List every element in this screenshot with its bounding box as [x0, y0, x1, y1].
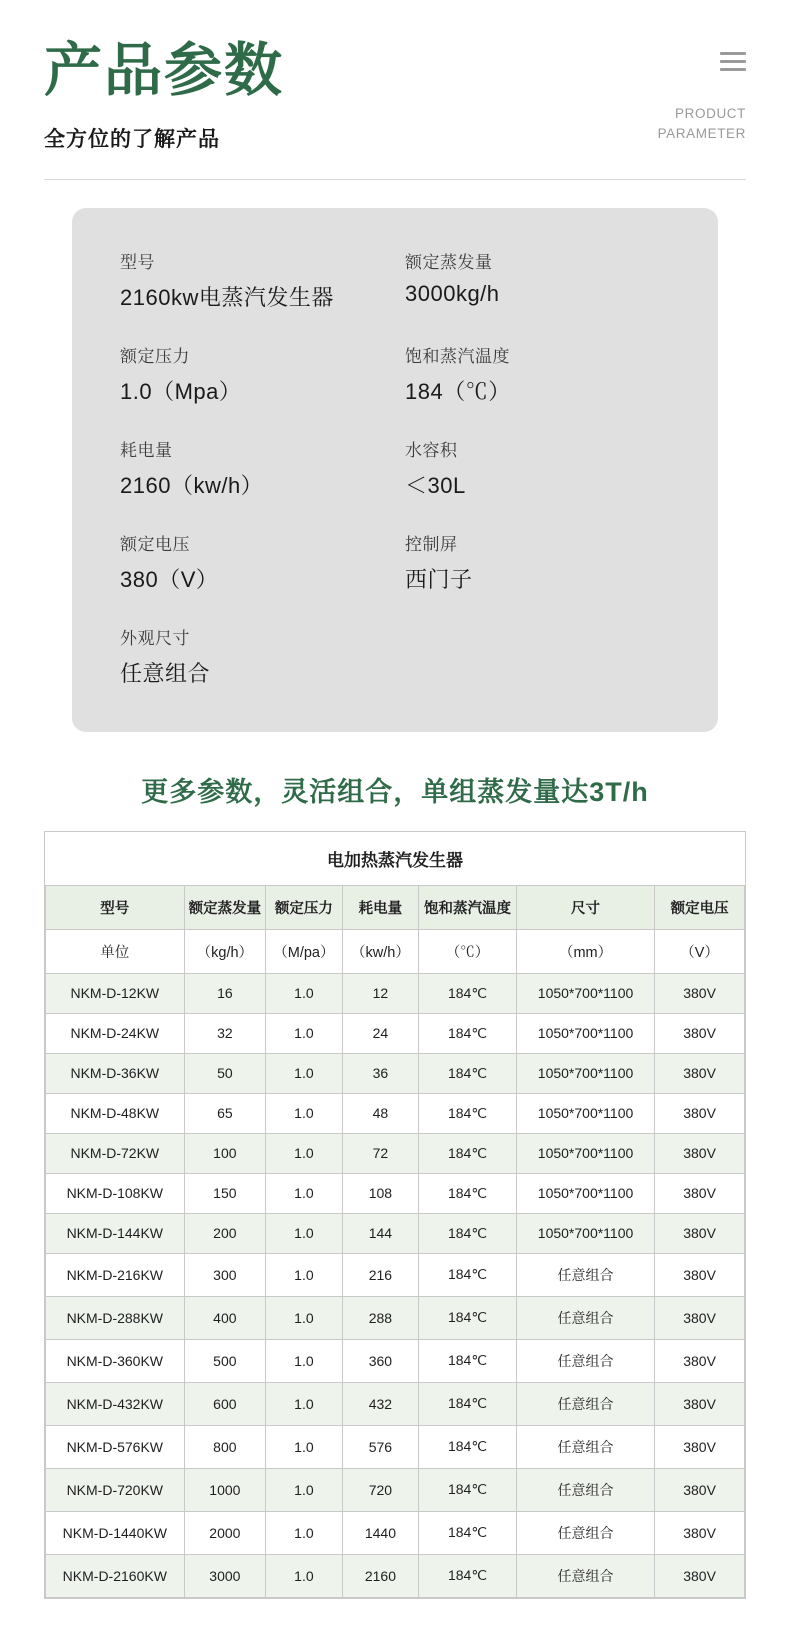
table-cell: 288	[342, 1296, 418, 1339]
table-cell: 1.0	[266, 1382, 343, 1425]
spec-value: 西门子	[405, 566, 473, 592]
table-cell: 150	[184, 1173, 266, 1213]
page-header	[0, 0, 790, 153]
table-row	[46, 1425, 745, 1468]
table-cell: 600	[184, 1382, 266, 1425]
table-cell: 184℃	[419, 1013, 517, 1053]
table-unit-cell: （kg/h）	[184, 929, 266, 973]
spec-value: 184（℃）	[405, 378, 511, 404]
table-row	[46, 1253, 745, 1296]
table-cell: 100	[184, 1133, 266, 1173]
table-cell: 1.0	[266, 1013, 343, 1053]
table-cell: 380V	[655, 1339, 745, 1382]
spec-value: 3000kg/h	[405, 280, 500, 306]
table-cell: 184℃	[419, 1173, 517, 1213]
table-cell: 500	[184, 1339, 266, 1382]
spec-value: 任意组合	[120, 660, 211, 686]
spec-label: 饱和蒸汽温度	[405, 346, 510, 366]
table-unit-cell: （mm）	[516, 929, 654, 973]
table-unit-row	[46, 929, 745, 973]
table-header-cell: 尺寸	[516, 885, 654, 929]
header-english-line2: PARAMETER	[657, 126, 746, 142]
table-cell: 380V	[655, 1296, 745, 1339]
table-cell: 380V	[655, 1253, 745, 1296]
table-cell: 184℃	[419, 1213, 517, 1253]
table-cell-model: NKM-D-432KW	[46, 1382, 185, 1425]
table-cell-model: NKM-D-576KW	[46, 1425, 185, 1468]
spec-label: 型号	[120, 252, 155, 272]
table-cell: 380V	[655, 1554, 745, 1597]
table-row	[46, 1133, 745, 1173]
table-cell: 380V	[655, 1093, 745, 1133]
table-cell: 1050*700*1100	[516, 1133, 654, 1173]
table-cell: 50	[184, 1053, 266, 1093]
table-cell: 1050*700*1100	[516, 1213, 654, 1253]
table-cell: 48	[342, 1093, 418, 1133]
table-cell-model: NKM-D-36KW	[46, 1053, 185, 1093]
table-cell: 184℃	[419, 1093, 517, 1133]
table-row	[46, 1013, 745, 1053]
table-cell: 380V	[655, 1382, 745, 1425]
table-cell: 360	[342, 1339, 418, 1382]
table-row	[46, 973, 745, 1013]
spec-label: 额定电压	[120, 534, 190, 554]
table-cell: 任意组合	[516, 1253, 654, 1296]
table-cell-model: NKM-D-72KW	[46, 1133, 185, 1173]
table-unit-cell: （kw/h）	[342, 929, 418, 973]
table-cell: 184℃	[419, 973, 517, 1013]
table-unit-cell: （℃）	[419, 929, 517, 973]
spec-item	[120, 248, 385, 312]
table-cell: 184℃	[419, 1554, 517, 1597]
table-cell-model: NKM-D-108KW	[46, 1173, 185, 1213]
table-cell: 184℃	[419, 1468, 517, 1511]
spec-label: 额定蒸发量	[405, 252, 493, 272]
table-cell: 36	[342, 1053, 418, 1093]
table-cell: 800	[184, 1425, 266, 1468]
table-cell-model: NKM-D-360KW	[46, 1339, 185, 1382]
table-cell: 108	[342, 1173, 418, 1213]
parameter-table	[45, 832, 745, 1598]
parameter-table-wrapper	[44, 831, 746, 1599]
table-cell: 任意组合	[516, 1425, 654, 1468]
table-cell: 184℃	[419, 1133, 517, 1173]
table-cell-model: NKM-D-12KW	[46, 973, 185, 1013]
spec-label: 控制屏	[405, 534, 458, 554]
hamburger-menu-icon[interactable]	[720, 52, 746, 71]
table-title-row	[46, 832, 745, 886]
spec-grid	[120, 248, 670, 688]
table-cell: 400	[184, 1296, 266, 1339]
spec-value: 2160kw电蒸汽发生器	[120, 284, 334, 310]
table-cell: 1.0	[266, 1053, 343, 1093]
table-cell: 184℃	[419, 1296, 517, 1339]
table-row	[46, 1173, 745, 1213]
spec-item	[120, 342, 385, 406]
header-english-label	[658, 104, 746, 145]
table-cell: 184℃	[419, 1425, 517, 1468]
spec-item	[405, 436, 670, 500]
table-cell: 1.0	[266, 1296, 343, 1339]
table-row	[46, 1213, 745, 1253]
table-cell: 1440	[342, 1511, 418, 1554]
table-cell: 3000	[184, 1554, 266, 1597]
table-cell: 16	[184, 973, 266, 1013]
slogan-text: 更多参数，灵活组合，单组蒸发量达3T/h	[141, 776, 649, 807]
table-cell: 1.0	[266, 1554, 343, 1597]
spec-label: 水容积	[405, 440, 458, 460]
table-cell: 184℃	[419, 1253, 517, 1296]
table-header-cell: 额定压力	[266, 885, 343, 929]
table-cell-model: NKM-D-288KW	[46, 1296, 185, 1339]
table-cell: 任意组合	[516, 1296, 654, 1339]
table-cell: 720	[342, 1468, 418, 1511]
table-cell: 2000	[184, 1511, 266, 1554]
table-cell-model: NKM-D-1440KW	[46, 1511, 185, 1554]
table-cell: 72	[342, 1133, 418, 1173]
table-cell: 1000	[184, 1468, 266, 1511]
table-header-cell: 耗电量	[342, 885, 418, 929]
spec-label: 额定压力	[120, 346, 190, 366]
table-cell: 1050*700*1100	[516, 973, 654, 1013]
table-cell-model: NKM-D-144KW	[46, 1213, 185, 1253]
spec-panel	[72, 208, 718, 732]
table-row	[46, 1468, 745, 1511]
table-cell: 任意组合	[516, 1468, 654, 1511]
spec-label: 耗电量	[120, 440, 173, 460]
table-cell: 24	[342, 1013, 418, 1053]
table-cell: 32	[184, 1013, 266, 1053]
table-row	[46, 1093, 745, 1133]
table-cell: 12	[342, 973, 418, 1013]
table-cell: 65	[184, 1093, 266, 1133]
table-cell-model: NKM-D-24KW	[46, 1013, 185, 1053]
table-cell: 380V	[655, 1425, 745, 1468]
page-title: 产品参数	[44, 38, 285, 103]
spec-item	[120, 624, 385, 688]
table-cell: 1050*700*1100	[516, 1013, 654, 1053]
table-cell: 1050*700*1100	[516, 1053, 654, 1093]
table-header-cell: 额定蒸发量	[184, 885, 266, 929]
table-cell-model: NKM-D-2160KW	[46, 1554, 185, 1597]
table-cell: 380V	[655, 1133, 745, 1173]
table-cell: 1.0	[266, 1093, 343, 1133]
spec-item	[405, 342, 670, 406]
spec-item	[405, 530, 670, 594]
table-cell: 200	[184, 1213, 266, 1253]
spec-value: 2160（kw/h）	[120, 472, 264, 498]
table-cell: 380V	[655, 1213, 745, 1253]
table-cell: 1050*700*1100	[516, 1173, 654, 1213]
table-cell-model: NKM-D-216KW	[46, 1253, 185, 1296]
table-row	[46, 1382, 745, 1425]
table-header-cell: 型号	[46, 885, 185, 929]
table-cell: 任意组合	[516, 1339, 654, 1382]
table-cell: 1.0	[266, 1253, 343, 1296]
spec-value: 1.0（Mpa）	[120, 378, 242, 404]
table-header-cell: 额定电压	[655, 885, 745, 929]
spec-item	[405, 248, 670, 312]
table-cell: 184℃	[419, 1053, 517, 1093]
table-cell: 任意组合	[516, 1511, 654, 1554]
table-cell: 380V	[655, 1468, 745, 1511]
table-title: 电加热蒸汽发生器	[46, 832, 745, 886]
table-cell-model: NKM-D-720KW	[46, 1468, 185, 1511]
header-right-block	[658, 52, 746, 145]
table-cell: 380V	[655, 1053, 745, 1093]
table-unit-cell: （M/pa）	[266, 929, 343, 973]
table-cell: 576	[342, 1425, 418, 1468]
table-cell: 184℃	[419, 1511, 517, 1554]
table-unit-cell: （V）	[655, 929, 745, 973]
table-cell: 1.0	[266, 1213, 343, 1253]
header-divider	[44, 179, 746, 180]
table-cell: 1.0	[266, 1468, 343, 1511]
table-cell: 300	[184, 1253, 266, 1296]
table-row	[46, 1511, 745, 1554]
table-cell: 184℃	[419, 1382, 517, 1425]
table-cell: 1.0	[266, 1133, 343, 1173]
table-cell: 144	[342, 1213, 418, 1253]
spec-item	[120, 530, 385, 594]
table-cell: 380V	[655, 1013, 745, 1053]
header-english-line1: PRODUCT	[675, 106, 746, 121]
table-cell: 1050*700*1100	[516, 1093, 654, 1133]
table-row	[46, 1554, 745, 1597]
table-unit-cell: 单位	[46, 929, 185, 973]
spec-item	[120, 436, 385, 500]
table-cell: 1.0	[266, 1511, 343, 1554]
table-cell: 380V	[655, 973, 745, 1013]
table-cell: 任意组合	[516, 1382, 654, 1425]
table-cell: 1.0	[266, 973, 343, 1013]
table-row	[46, 1296, 745, 1339]
table-cell: 380V	[655, 1173, 745, 1213]
spec-value: ＜30L	[405, 472, 466, 498]
table-cell: 1.0	[266, 1339, 343, 1382]
table-cell: 432	[342, 1382, 418, 1425]
table-header-row	[46, 885, 745, 929]
table-cell: 1.0	[266, 1173, 343, 1213]
spec-value: 380（V）	[120, 566, 219, 592]
table-row	[46, 1339, 745, 1382]
spec-label: 外观尺寸	[120, 628, 190, 648]
table-header-cell: 饱和蒸汽温度	[419, 885, 517, 929]
table-cell: 任意组合	[516, 1554, 654, 1597]
table-cell: 380V	[655, 1511, 745, 1554]
table-cell: 1.0	[266, 1425, 343, 1468]
table-row	[46, 1053, 745, 1093]
table-cell: 2160	[342, 1554, 418, 1597]
table-cell: 216	[342, 1253, 418, 1296]
table-cell-model: NKM-D-48KW	[46, 1093, 185, 1133]
table-cell: 184℃	[419, 1339, 517, 1382]
page-subtitle: 全方位的了解产品	[44, 127, 220, 151]
